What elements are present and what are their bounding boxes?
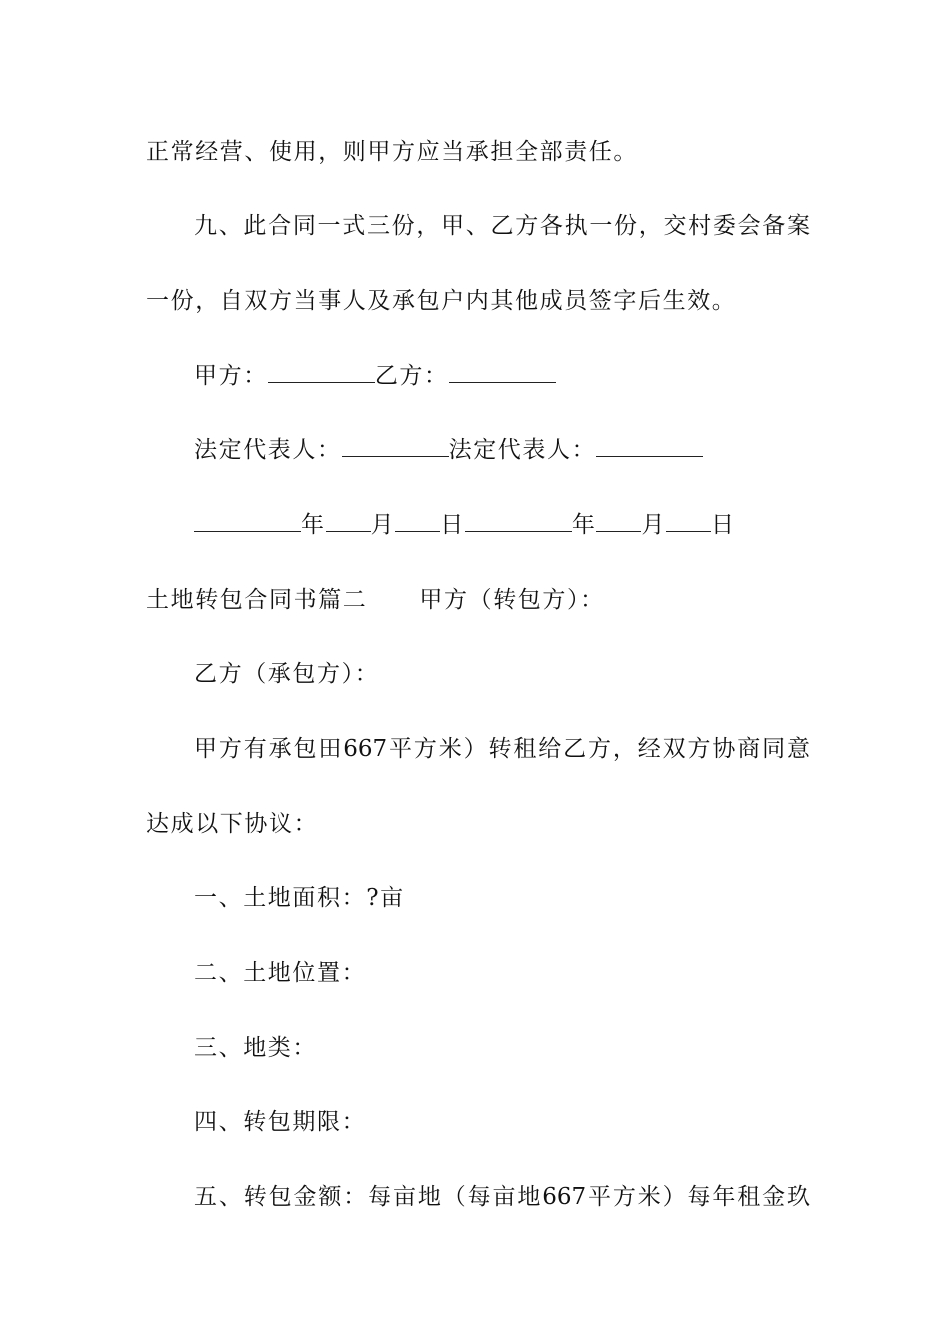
party-a-heading: 甲方（转包方）：: [419, 587, 605, 613]
paragraph-line: 正常经营、使用，则甲方应当承担全部责任。: [146, 139, 638, 165]
date-blank: [395, 511, 440, 532]
party-b-heading: 乙方（承包方）：: [194, 661, 380, 687]
clause-item: 二、土地位置：: [194, 960, 367, 986]
legal-rep-label-a: 法定代表人：: [194, 437, 342, 463]
signature-blank: [268, 362, 375, 383]
day-label: 日: [440, 512, 465, 538]
year-label: 年: [571, 512, 597, 538]
paragraph-line: 甲方有承包田667平方米）转租给乙方，经双方协商同意: [194, 736, 810, 762]
legal-rep-line: [194, 435, 810, 465]
day-label: 日: [711, 512, 736, 538]
paragraph-line: 一份，自双方当事人及承包户内其他成员签字后生效。: [146, 288, 737, 314]
clause-item: 四、转包期限：: [194, 1109, 367, 1135]
month-label: 月: [370, 512, 396, 538]
signature-blank: [596, 436, 703, 457]
date-blank: [326, 511, 371, 532]
signature-blank: [342, 436, 449, 457]
clause-item: 五、转包金额：每亩地（每亩地667平方米）每年租金玖: [194, 1184, 810, 1210]
section-title: 土地转包合同书篇二: [146, 587, 368, 613]
date-blank: [596, 511, 641, 532]
date-blank: [666, 511, 711, 532]
paragraph-line: 九、此合同一式三份，甲、乙方各执一份，交村委会备案: [194, 213, 810, 239]
party-b-label: 乙方：: [374, 363, 449, 389]
date-blank: [465, 511, 572, 532]
signature-blank: [449, 362, 556, 383]
signature-party-line: [194, 361, 810, 391]
date-blank: [194, 511, 301, 532]
section-heading-line: [146, 585, 810, 615]
month-label: 月: [641, 512, 667, 538]
date-line: [194, 510, 810, 540]
paragraph-line: 达成以下协议：: [146, 811, 319, 837]
clause-item: 一、土地面积：?亩: [194, 885, 405, 911]
clause-item: 三、地类：: [194, 1035, 317, 1061]
party-a-label: 甲方：: [194, 363, 268, 389]
legal-rep-label-b: 法定代表人：: [448, 437, 597, 463]
year-label: 年: [301, 512, 326, 538]
